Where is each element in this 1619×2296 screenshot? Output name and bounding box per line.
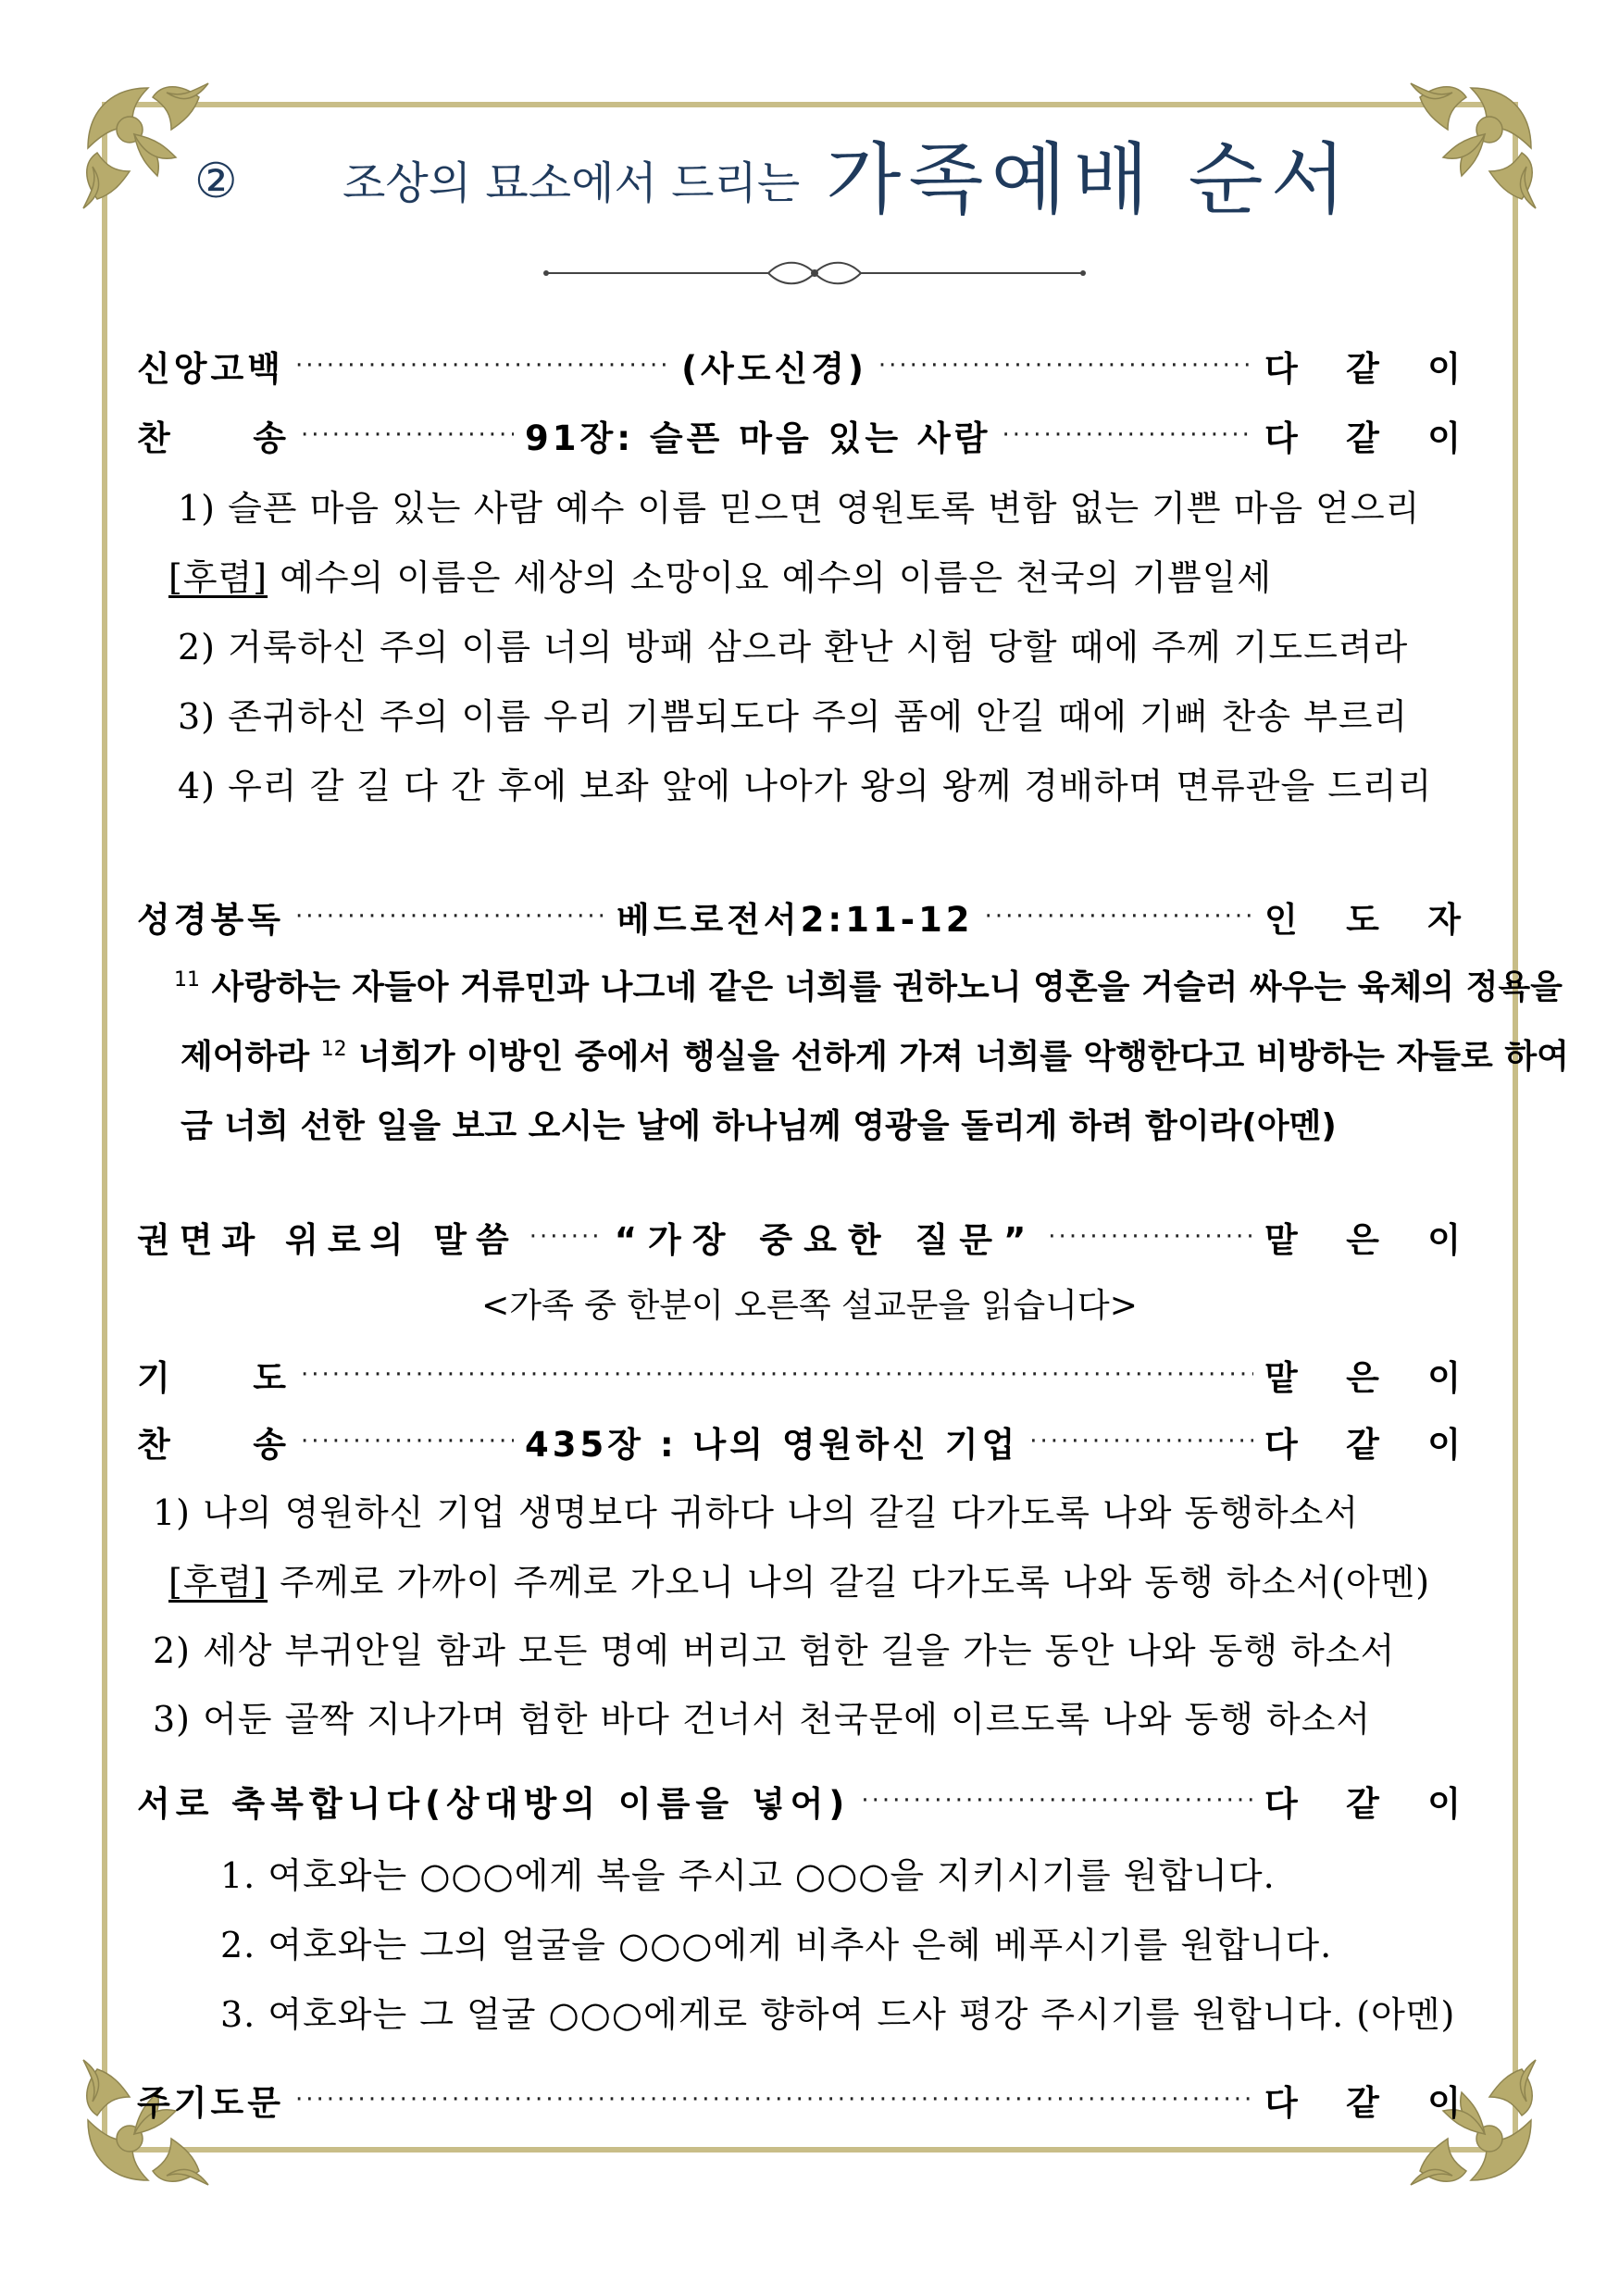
row-sermon: 권면과 위로의 말씀 ····· “가장 중요한 질문” ····· 맡 은 이 bbox=[137, 1211, 1461, 1263]
row-creed: 신앙고백 ····· (사도신경) ····· 다 같 이 bbox=[137, 340, 1461, 392]
scripture-line-1: $^{11}$ 사랑하는 자들아 거류민과 나그네 같은 너희를 권하노니 영혼을 거슬러 싸우는 육체의 정욕을 bbox=[174, 968, 1563, 1006]
hymn2-verse2: 2) 세상 부귀안일 함과 모든 명예 버리고 험한 길을 가는 동안 나와 동행 하소서 bbox=[153, 1630, 1396, 1671]
blessing-item-1: 1. 여호와는 ○○○에게 복을 주시고 ○○○을 지키시기를 원합니다. bbox=[220, 1855, 1276, 1896]
ornament-corner-top-right bbox=[1401, 79, 1540, 218]
hymn1-verse2: 2) 거룩하신 주의 이름 너의 방패 삼으라 환난 시험 당할 때에 주께 기도드려라 bbox=[178, 627, 1409, 668]
hymn1-verse4: 4) 우리 갈 길 다 간 후에 보좌 앞에 나아가 왕의 왕께 경배하며 면류관을 드리리 bbox=[178, 766, 1433, 806]
row-lords-prayer: 주기도문 ····· 다 같 이 bbox=[137, 2074, 1461, 2126]
scripture-line-2: 제어하라 $^{12}$ 너희가 이방인 중에서 행실을 선하게 가져 너희를 악행한다고 비방하는 자들로 하여 bbox=[181, 1038, 1569, 1076]
page-title bbox=[194, 120, 1389, 225]
title-number: ② bbox=[194, 154, 238, 209]
hymn2-verse1: 1) 나의 영원하신 기업 생명보다 귀하다 나의 갈길 다가도록 나와 동행하소서 bbox=[153, 1492, 1360, 1533]
row-scripture: 성경봉독 ····· 베드로전서2:11-12 ····· 인 도 자 bbox=[137, 891, 1461, 942]
row-blessing: 서로 축복합니다(상대방의 이름을 넣어) ····· 다 같 이 bbox=[137, 1775, 1461, 1827]
scripture-line-3: 금 너희 선한 일을 보고 오시는 날에 하나님께 영광을 돌리게 하려 함이라(아멘) bbox=[181, 1107, 1337, 1145]
title-subtitle: 조상의 묘소에서 드리는 bbox=[342, 157, 801, 209]
sermon-note: <가족 중 한분이 오른쪽 설교문을 읽습니다> bbox=[481, 1287, 1138, 1325]
blessing-item-3: 3. 여호와는 그 얼굴 ○○○에게로 향하여 드사 평강 주시기를 원합니다. (아멘) bbox=[220, 1994, 1456, 2035]
row-hymn-91: 찬 송 ····· 91장: 슬픈 마음 있는 사람 ····· 다 같 이 bbox=[137, 409, 1461, 461]
hymn1-refrain: [후렴] 예수의 이름은 세상의 소망이요 예수의 이름은 천국의 기쁨일세 bbox=[168, 557, 1273, 598]
hymn2-verse3: 3) 어둔 골짝 지나가며 험한 바다 건너서 천국문에 이르도록 나와 동행 하소서 bbox=[153, 1699, 1372, 1740]
row-prayer: 기 도 ····· 맡 은 이 bbox=[137, 1349, 1461, 1401]
row-hymn-435: 찬 송 ····· 435장 : 나의 영원하신 기업 ····· 다 같 이 bbox=[137, 1416, 1461, 1467]
hymn1-verse1: 1) 슬픈 마음 있는 사람 예수 이름 믿으면 영원토록 변함 없는 기쁜 마음 얻으리 bbox=[178, 488, 1421, 529]
hymn1-verse3: 3) 존귀하신 주의 이름 우리 기쁨되도다 주의 품에 안길 때에 기뻐 찬송 부르리 bbox=[178, 696, 1409, 737]
title-main: 가족예배 순서 bbox=[826, 134, 1353, 225]
blessing-item-2: 2. 여호와는 그의 얼굴을 ○○○에게 비추사 은혜 베푸시기를 원합니다. bbox=[220, 1925, 1333, 1965]
hymn2-refrain: [후렴] 주께로 가까이 주께로 가오니 나의 갈길 다가도록 나와 동행 하소서(아멘) bbox=[168, 1562, 1431, 1603]
title-divider bbox=[537, 255, 1092, 292]
